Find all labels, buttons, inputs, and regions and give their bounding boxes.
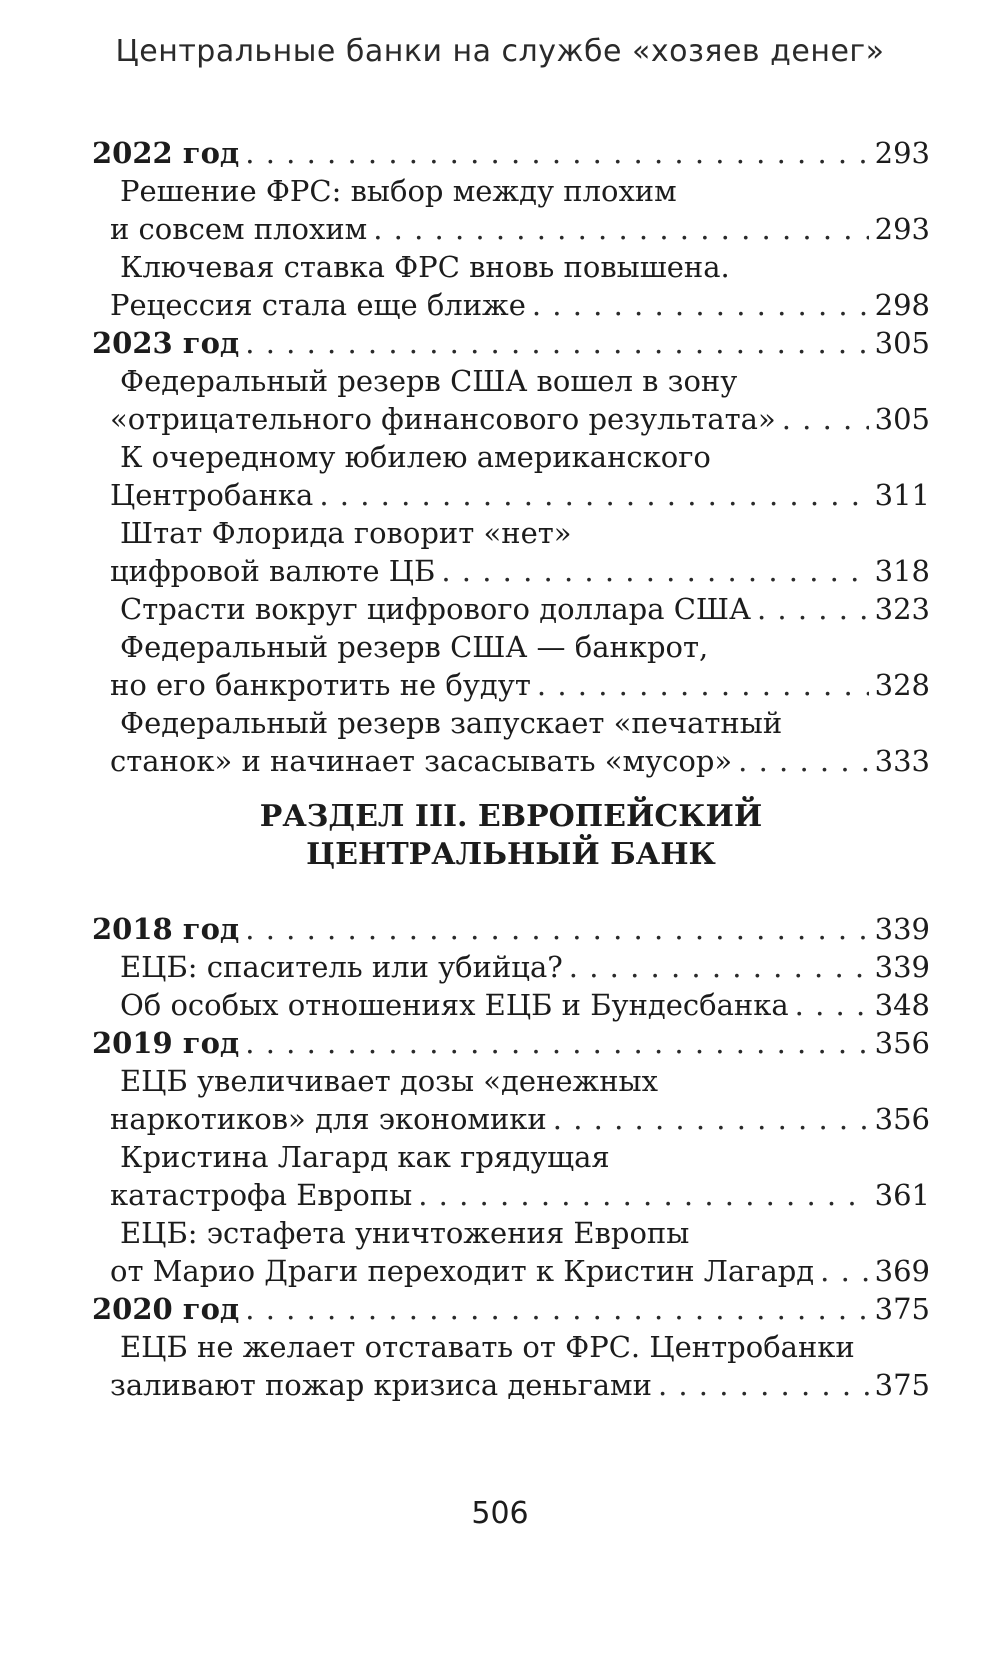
dot-leader — [319, 476, 868, 514]
toc-line-continuation — [110, 1366, 930, 1404]
toc-page-number: 369 — [874, 1254, 930, 1288]
toc-line-continuation — [110, 210, 930, 248]
toc-page-number: 328 — [874, 668, 930, 702]
toc-entry-title-line1: Ключевая ставка ФРС вновь повышена. — [120, 250, 730, 284]
toc-entry-title-line1: ЕЦБ: эстафета уничтожения Европы — [120, 1216, 690, 1250]
dot-leader — [441, 552, 868, 590]
toc-entry-title: 2022 год — [92, 136, 240, 170]
toc-line — [92, 1290, 930, 1328]
section-title-line1: РАЗДЕЛ III. ЕВРОПЕЙСКИЙ — [259, 799, 763, 834]
toc-entry-title-line2: Центробанка — [110, 478, 314, 512]
toc-line-continuation — [110, 1176, 930, 1214]
dot-leader — [245, 324, 868, 362]
toc-line-continuation — [110, 286, 930, 324]
toc-line-continuation — [110, 476, 930, 514]
running-header: Центральные банки на службе «хозяев денег» — [115, 34, 885, 69]
toc-entry-title-line2: цифровой валюте ЦБ — [110, 554, 436, 588]
toc-entry-title-line2: и совсем плохим — [110, 212, 368, 246]
toc-page-number: 293 — [874, 212, 930, 246]
dot-leader — [245, 1290, 868, 1328]
toc-list-part1 — [92, 134, 930, 780]
toc-line — [120, 1062, 930, 1100]
toc-entry-title-line1: ЕЦБ не желает отставать от ФРС. Центробанки — [120, 1330, 855, 1364]
toc-entry-title-line1: Федеральный резерв США — банкрот, — [120, 630, 709, 664]
toc-line-continuation — [110, 1100, 930, 1138]
toc-line — [120, 704, 930, 742]
toc-page-number: 318 — [874, 554, 930, 588]
toc-entry-title-line1: Кристина Лагард как грядущая — [120, 1140, 610, 1174]
toc-entry-title: 2018 год — [92, 912, 240, 946]
dot-leader — [245, 910, 868, 948]
toc-entry-title-line1: Штат Флорида говорит «нет» — [120, 516, 572, 550]
toc-entry-title-line2: наркотиков» для экономики — [110, 1102, 547, 1136]
toc-line — [92, 910, 930, 948]
section-title-line2: ЦЕНТРАЛЬНЫЙ БАНК — [306, 837, 716, 872]
toc-chapter-entry — [92, 362, 930, 438]
dot-leader — [245, 134, 868, 172]
dot-leader — [658, 1366, 869, 1404]
dot-leader — [418, 1176, 868, 1214]
toc-entry-title-line2: станок» и начинает засасывать «мусор» — [110, 744, 733, 778]
toc-line-continuation — [110, 666, 930, 704]
toc-chapter-entry — [92, 1062, 930, 1138]
toc-chapter-entry — [92, 1138, 930, 1214]
toc-chapter-entry — [92, 1214, 930, 1290]
toc-line — [120, 248, 930, 286]
toc-entry-title: 2019 год — [92, 1026, 240, 1060]
toc-page-number: 305 — [874, 402, 930, 436]
toc-chapter-entry — [92, 1328, 930, 1404]
toc-entry-title: ЕЦБ: спаситель или убийца? — [120, 950, 563, 984]
toc-page-number: 293 — [874, 136, 930, 170]
toc-line-continuation — [110, 552, 930, 590]
toc-entry-title-line2: Рецессия стала еще ближе — [110, 288, 526, 322]
toc-page-number: 375 — [874, 1292, 930, 1326]
toc-year-entry — [92, 1024, 930, 1062]
toc-line — [120, 1328, 930, 1366]
dot-leader — [537, 666, 869, 704]
toc-list-part2 — [92, 910, 930, 1404]
toc-line — [120, 438, 930, 476]
toc-line — [120, 362, 930, 400]
dot-leader — [373, 210, 868, 248]
toc-chapter-entry — [92, 948, 930, 986]
toc-year-entry — [92, 324, 930, 362]
toc-entry-title-line1: Федеральный резерв США вошел в зону — [120, 364, 738, 398]
dot-leader — [532, 286, 869, 324]
toc-line — [92, 1024, 930, 1062]
toc-line — [120, 986, 930, 1024]
toc-chapter-entry — [92, 172, 930, 248]
toc-page-number: 305 — [874, 326, 930, 360]
toc-year-entry — [92, 1290, 930, 1328]
toc-year-entry — [92, 134, 930, 172]
toc-chapter-entry — [92, 438, 930, 514]
toc-entry-title: 2020 год — [92, 1292, 240, 1326]
toc-page-number: 298 — [874, 288, 930, 322]
dot-leader — [782, 400, 869, 438]
toc-page-number: 361 — [874, 1178, 930, 1212]
page-number: 506 — [471, 1496, 529, 1531]
toc-entry-title-line1: Федеральный резерв запускает «печатный — [120, 706, 783, 740]
toc-line — [92, 134, 930, 172]
toc-page-number: 356 — [874, 1102, 930, 1136]
toc-page-number: 323 — [874, 592, 930, 626]
toc-line — [120, 948, 930, 986]
toc-entry-title-line2: катастрофа Европы — [110, 1178, 413, 1212]
dot-leader — [820, 1252, 868, 1290]
toc-line — [120, 1138, 930, 1176]
dot-leader — [553, 1100, 869, 1138]
toc-chapter-entry — [92, 986, 930, 1024]
toc-entry-title-line1: Решение ФРС: выбор между плохим — [120, 174, 677, 208]
dot-leader — [245, 1024, 868, 1062]
dot-leader — [757, 590, 869, 628]
toc-line — [120, 172, 930, 210]
dot-leader — [795, 986, 869, 1024]
toc-chapter-entry — [92, 514, 930, 590]
toc-entry-title: Об особых отношениях ЕЦБ и Бундесбанка — [120, 988, 789, 1022]
toc-chapter-entry — [92, 704, 930, 780]
toc-page-number: 311 — [874, 478, 930, 512]
toc-chapter-entry — [92, 628, 930, 704]
toc-line — [120, 590, 930, 628]
toc-line — [120, 514, 930, 552]
toc-line-continuation — [110, 742, 930, 780]
toc-page-number: 356 — [874, 1026, 930, 1060]
toc-entry-title-line1: К очередному юбилею американского — [120, 440, 711, 474]
toc-page-number: 375 — [874, 1368, 930, 1402]
toc-entry-title-line2: от Марио Драги переходит к Кристин Лагард — [110, 1254, 815, 1288]
toc-year-entry — [92, 910, 930, 948]
toc-line-continuation — [110, 1252, 930, 1290]
toc-line — [92, 324, 930, 362]
toc-line-continuation — [110, 400, 930, 438]
toc-entry-title: Страсти вокруг цифрового доллара США — [120, 592, 751, 626]
toc-chapter-entry — [92, 590, 930, 628]
toc-entry-title-line2: заливают пожар кризиса деньгами — [110, 1368, 652, 1402]
section-title — [92, 798, 930, 874]
toc-entry-title-line1: ЕЦБ увеличивает дозы «денежных — [120, 1064, 658, 1098]
dot-leader — [569, 948, 869, 986]
toc-entry-title-line2: «отрицательного финансового результата» — [110, 402, 776, 436]
toc-entry-title-line2: но его банкротить не будут — [110, 668, 531, 702]
toc-page-number: 333 — [874, 744, 930, 778]
toc-chapter-entry — [92, 248, 930, 324]
toc-page-number: 348 — [874, 988, 930, 1022]
toc-line — [120, 628, 930, 666]
toc-line — [120, 1214, 930, 1252]
toc-entry-title: 2023 год — [92, 326, 240, 360]
toc-page-number: 339 — [874, 912, 930, 946]
toc-page-number: 339 — [874, 950, 930, 984]
dot-leader — [738, 742, 868, 780]
